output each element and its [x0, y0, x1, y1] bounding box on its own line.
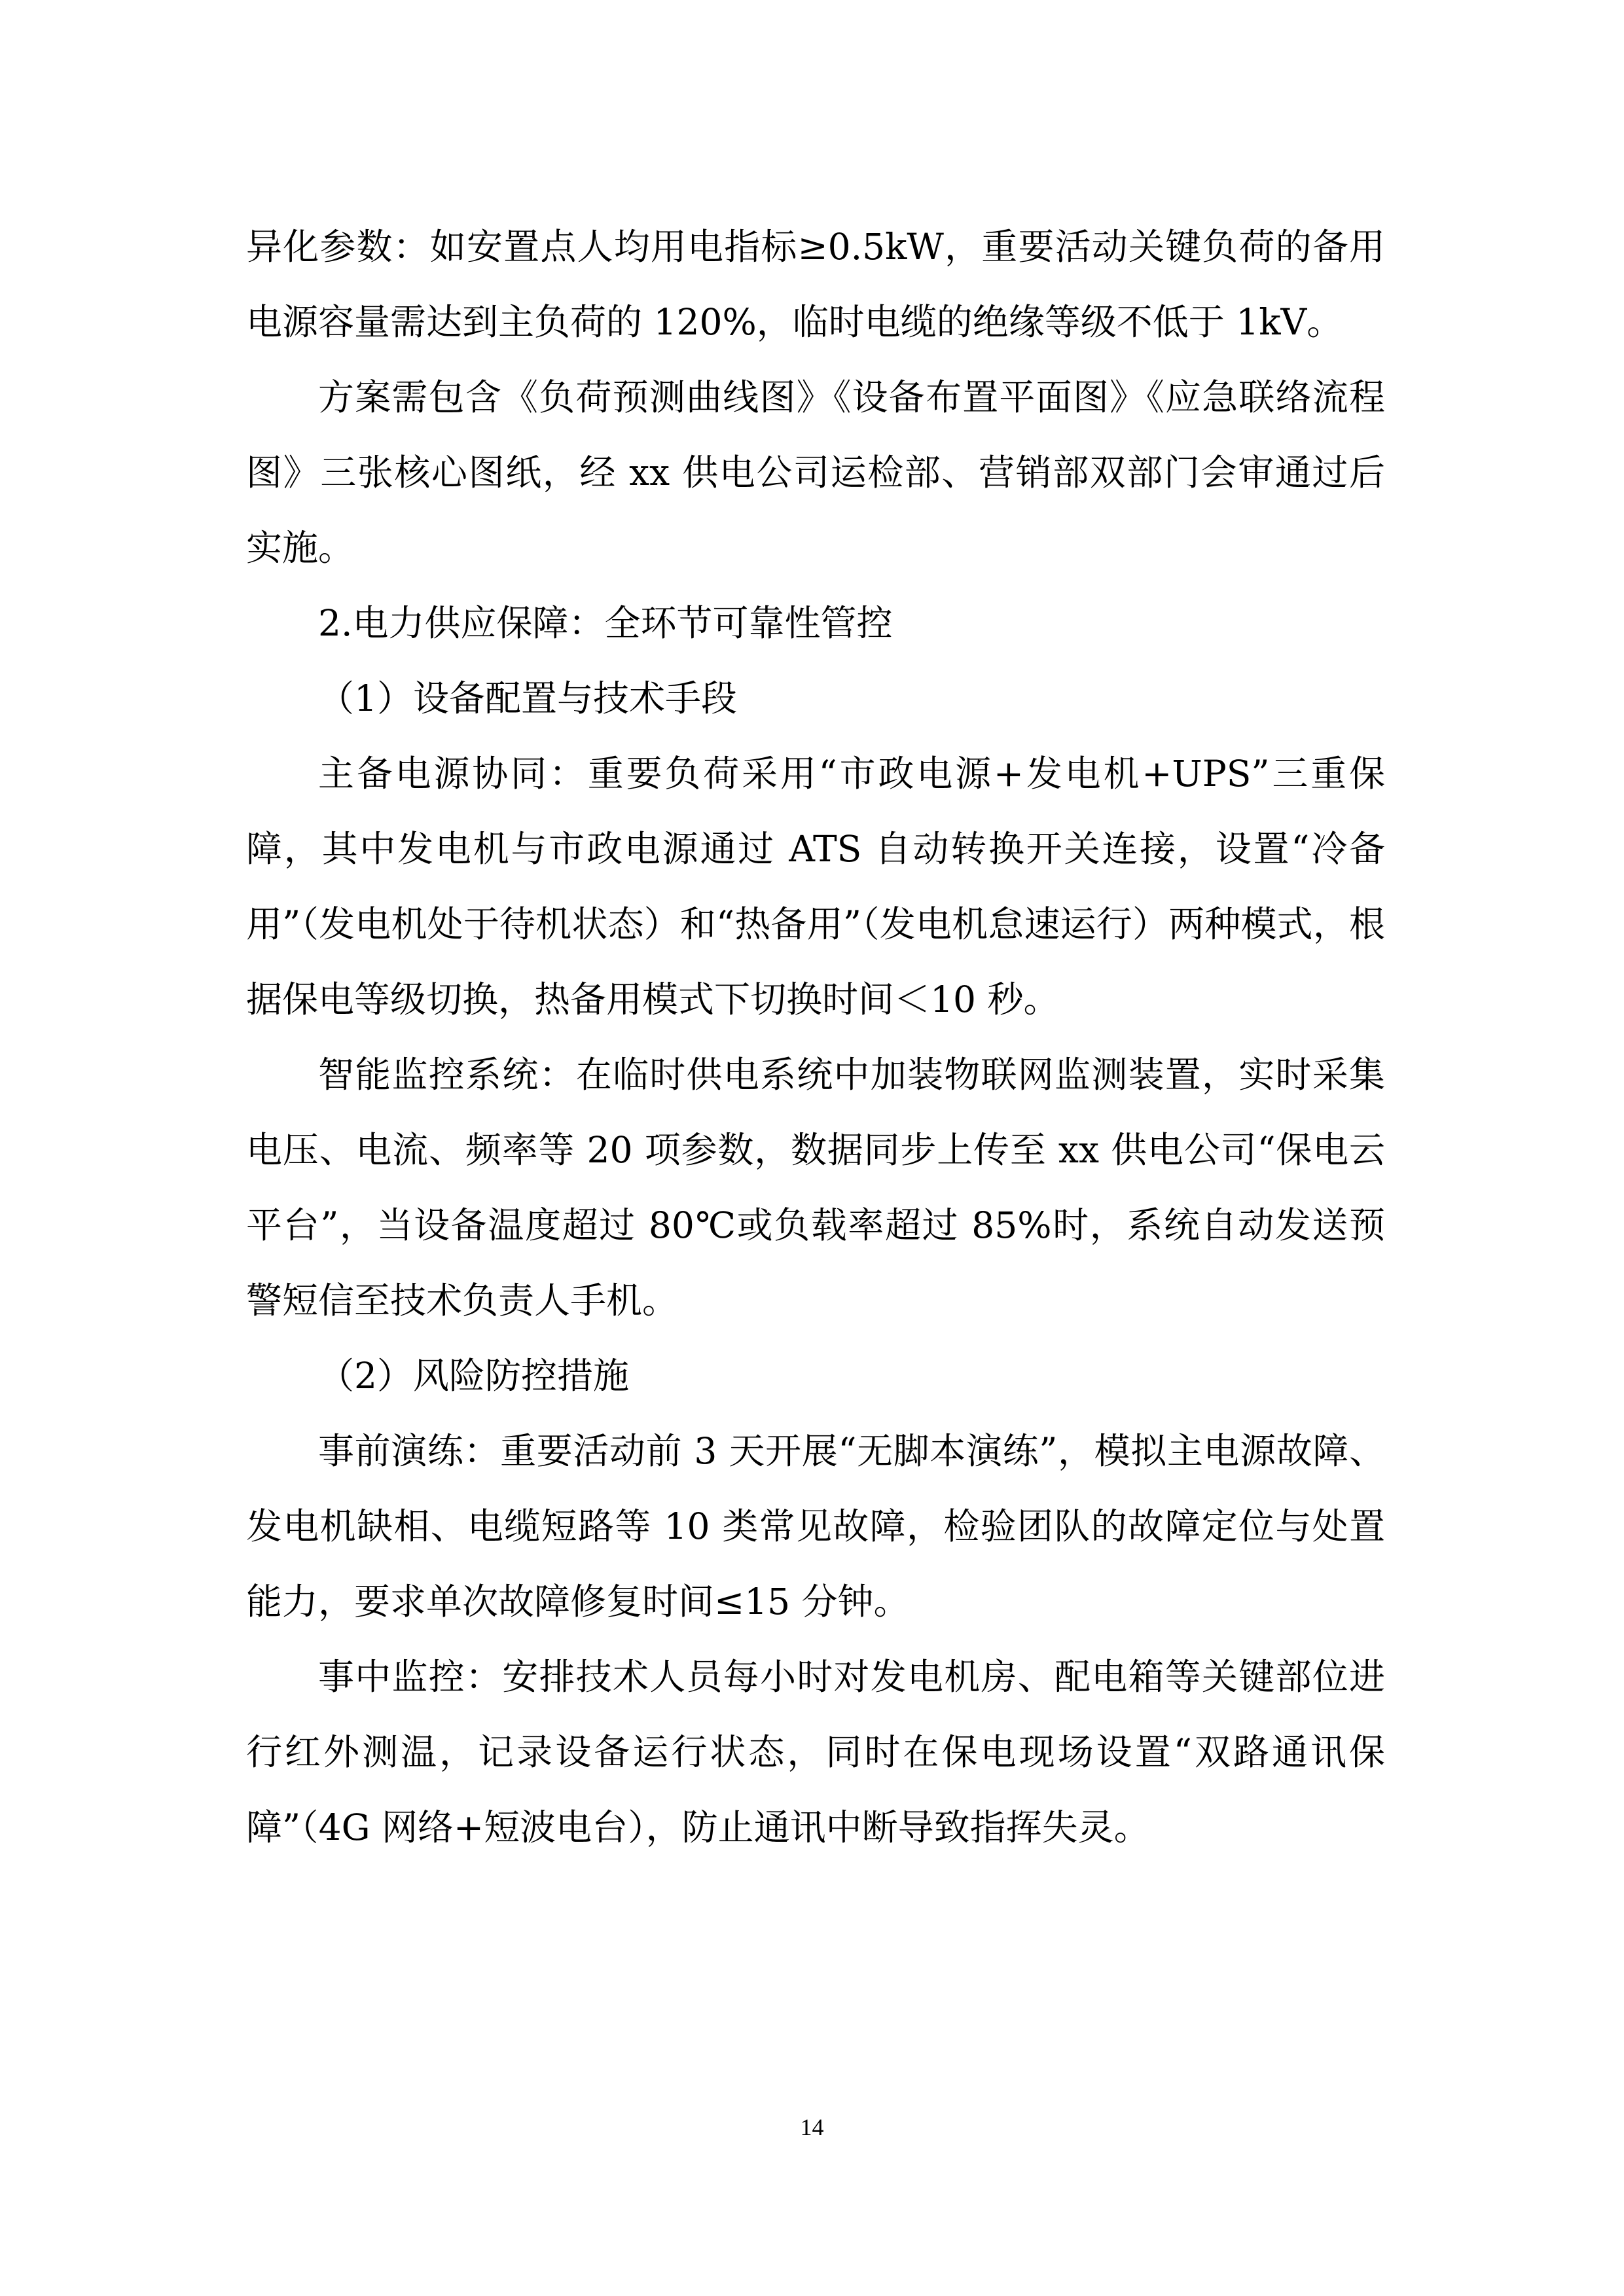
paragraph-in-process: 事中监控：安排技术人员每小时对发电机房、配电箱等关键部位进行红外测温，记录设备运行状态，同时在保电现场设置“双路通讯保障”（4G 网络+短波电台），防止通讯中断导致指挥失灵。 [246, 1656, 1385, 1848]
subheading-risk: （2）风险防控措施 [318, 1355, 629, 1397]
paragraph-drawings: 方案需包含《负荷预测曲线图》《设备布置平面图》《应急联络流程图》三张核心图纸，经 xx 供电公司运检部、营销部双部门会审通过后实施。 [246, 376, 1385, 569]
section-heading-power-supply: 2.电力供应保障：全环节可靠性管控 [318, 602, 893, 644]
paragraph-continuation: 异化参数：如安置点人均用电指标≥0.5kW，重要活动关键负荷的备用电源容量需达到主负荷的 120%，临时电缆的绝缘等级不低于 1kV。 [246, 226, 1385, 343]
paragraph-monitoring: 智能监控系统：在临时供电系统中加装物联网监测装置，实时采集电压、电流、频率等 20 项参数，数据同步上传至 xx 供电公司“保电云平台”，当设备温度超过 80℃或负载率超过 85%时，系统自动发送预警短信至技术负责人手机。 [246, 1054, 1385, 1321]
paragraph-main-backup: 主备电源协同：重要负荷采用“市政电源+发电机+UPS”三重保障，其中发电机与市政电源通过 ATS 自动转换开关连接，设置“冷备用”（发电机处于待机状态）和“热备用”（发电机怠速运行）两种模式，根据保电等级切换，热备用模式下切换时间＜10 秒。 [246, 753, 1385, 1020]
paragraph-drill: 事前演练：重要活动前 3 天开展“无脚本演练”，模拟主电源故障、发电机缺相、电缆短路等 10 类常见故障，检验团队的故障定位与处置能力，要求单次故障修复时间≤15 分钟。 [246, 1430, 1385, 1623]
body-text [246, 209, 1385, 1865]
subheading-equipment: （1）设备配置与技术手段 [318, 677, 737, 719]
page-number: 14 [800, 2114, 824, 2140]
